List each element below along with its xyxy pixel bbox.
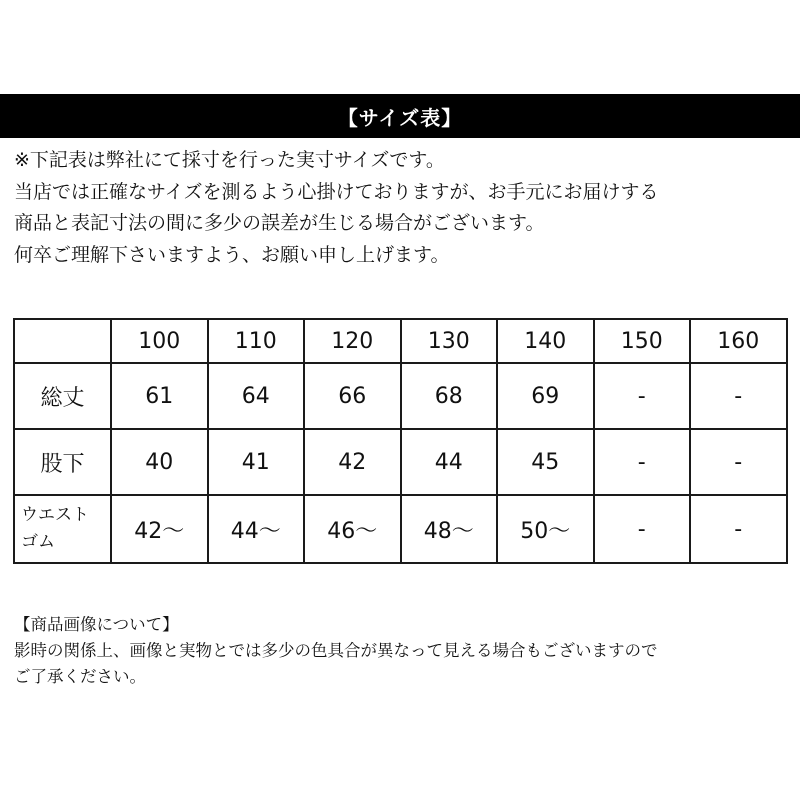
table-cell: - xyxy=(594,495,691,563)
row-label-inseam: 股下 xyxy=(14,429,111,495)
table-cell: - xyxy=(690,495,787,563)
size-chart-title: 【サイズ表】 xyxy=(0,94,800,138)
table-cell: 61 xyxy=(111,363,208,429)
size-header-cell: 130 xyxy=(401,319,498,363)
table-cell: - xyxy=(690,363,787,429)
table-cell: - xyxy=(594,363,691,429)
size-header-cell: 140 xyxy=(497,319,594,363)
footer-line: 影時の関係上、画像と実物とでは多少の色具合が異なって見える場合もございますので xyxy=(14,641,658,660)
footer-heading: 【商品画像について】 xyxy=(14,615,179,634)
table-cell: 69 xyxy=(497,363,594,429)
footer-line: ご了承ください。 xyxy=(14,667,146,686)
table-cell: 44 xyxy=(401,429,498,495)
table-cell: 41 xyxy=(208,429,305,495)
header-blank-cell xyxy=(14,319,111,363)
size-header-row xyxy=(14,319,787,363)
table-cell: 42～ xyxy=(111,495,208,563)
size-header-cell: 160 xyxy=(690,319,787,363)
table-cell: 50～ xyxy=(497,495,594,563)
table-cell: 42 xyxy=(304,429,401,495)
note-line: 何卒ご理解下さいますよう、お願い申し上げます。 xyxy=(14,243,450,266)
row-label-waist: ウエスト ゴム xyxy=(14,495,111,563)
table-cell: 45 xyxy=(497,429,594,495)
table-row-total-length xyxy=(14,363,787,429)
size-header-cell: 100 xyxy=(111,319,208,363)
size-notes xyxy=(14,145,794,271)
note-line: 商品と表記寸法の間に多少の誤差が生じる場合がございます。 xyxy=(14,212,545,234)
row-label-total-length: 総丈 xyxy=(14,363,111,429)
table-cell: - xyxy=(594,429,691,495)
table-cell: 46～ xyxy=(304,495,401,563)
note-line: ※下記表は弊社にて採寸を行った実寸サイズです。 xyxy=(14,149,445,171)
size-header-cell: 120 xyxy=(304,319,401,363)
table-cell: 64 xyxy=(208,363,305,429)
table-cell: - xyxy=(690,429,787,495)
table-row-inseam xyxy=(14,429,787,495)
table-cell: 48～ xyxy=(401,495,498,563)
product-image-note xyxy=(14,612,794,690)
table-row-waist xyxy=(14,495,787,563)
table-cell: 68 xyxy=(401,363,498,429)
size-header-cell: 110 xyxy=(208,319,305,363)
size-header-cell: 150 xyxy=(594,319,691,363)
size-table xyxy=(13,318,788,564)
table-cell: 44～ xyxy=(208,495,305,563)
table-cell: 66 xyxy=(304,363,401,429)
note-line: 当店では正確なサイズを測るよう心掛けておりますが、お手元にお届けする xyxy=(14,180,659,203)
table-cell: 40 xyxy=(111,429,208,495)
